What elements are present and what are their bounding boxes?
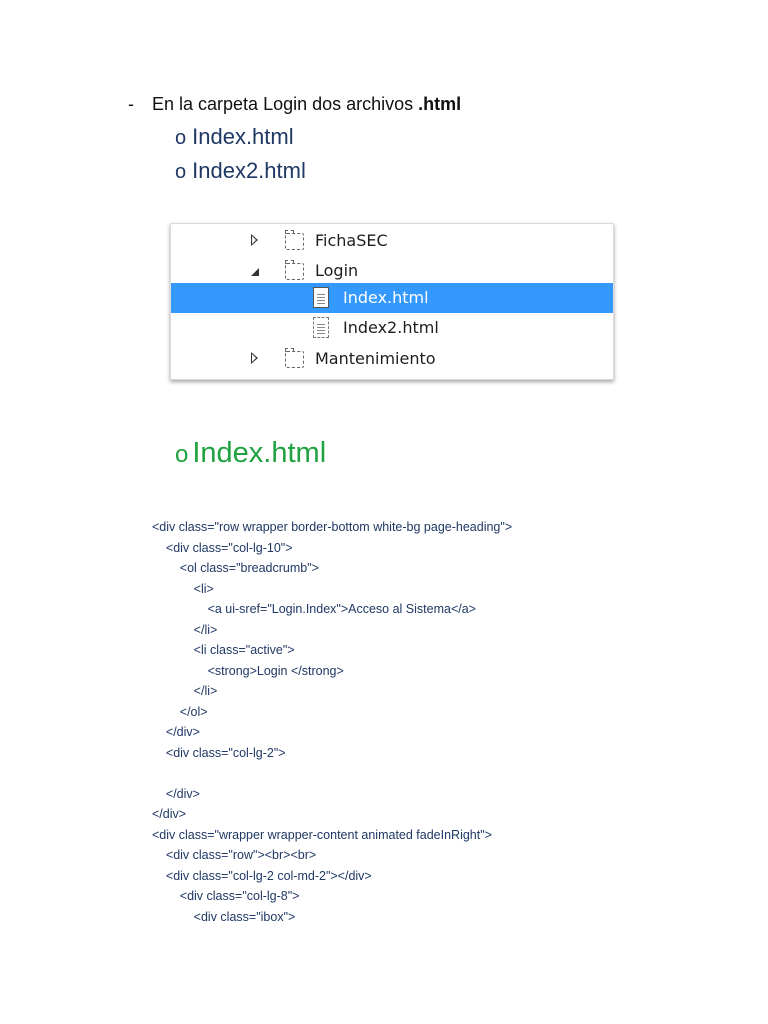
code-line: <li class="active"> — [152, 643, 295, 657]
code-line: <div class="col-lg-2 col-md-2"></div> — [152, 868, 372, 883]
sub-label: Index.html — [192, 124, 294, 149]
tree-item-label: Index2.html — [343, 318, 439, 337]
code-line: <strong>Login </strong> — [152, 663, 344, 678]
solution-explorer-tree — [170, 223, 614, 380]
intro-bold: .html — [418, 94, 462, 114]
tree-item-label: Mantenimiento — [315, 349, 436, 368]
code-line: <div class="col-lg-2"> — [152, 745, 286, 760]
section-heading — [175, 437, 326, 470]
folder-open-icon — [285, 263, 304, 280]
sub-item — [175, 124, 294, 150]
code-line: </div> — [152, 807, 187, 821]
code-line: <div class="col-lg-10"> — [152, 540, 293, 555]
collapse-arrow-icon[interactable] — [251, 268, 259, 276]
intro-bullet — [128, 94, 461, 115]
folder-icon — [285, 351, 304, 368]
code-line: <ol class="breadcrumb"> — [152, 561, 319, 575]
tree-item-index2-html[interactable] — [171, 313, 613, 343]
code-line: </li> — [152, 622, 218, 637]
tree-item-label: Index.html — [343, 288, 429, 307]
sub-label: Index2.html — [192, 158, 306, 183]
code-line: <div class="col-lg-8"> — [152, 889, 300, 903]
folder-icon — [285, 233, 304, 250]
html-file-icon — [313, 287, 329, 308]
code-line: </div> — [152, 786, 200, 801]
tree-item-fichasec[interactable] — [171, 226, 613, 256]
code-line: <li> — [152, 581, 214, 596]
code-line: </li> — [152, 684, 218, 698]
sub-marker: o — [175, 127, 187, 149]
html-file-icon — [313, 317, 329, 338]
tree-item-login[interactable] — [171, 256, 613, 286]
code-line: <div class="ibox"> — [152, 909, 296, 924]
expand-arrow-icon[interactable] — [251, 234, 258, 246]
code-line: </ol> — [152, 704, 208, 719]
tree-item-label: FichaSEC — [315, 231, 388, 250]
tree-item-label: Login — [315, 261, 359, 280]
tree-item-mantenimiento[interactable] — [171, 344, 613, 374]
code-line: <div class="row wrapper border-bottom white-bg page-heading"> — [152, 520, 513, 534]
intro-text: En la carpeta Login dos archivos — [152, 94, 419, 114]
code-listing — [152, 517, 512, 927]
sub-marker: o — [175, 161, 187, 183]
section-label: Index.html — [192, 437, 327, 469]
tree-item-index-html[interactable] — [171, 283, 613, 313]
sub-item — [175, 158, 306, 184]
code-line: </div> — [152, 725, 200, 739]
expand-arrow-icon[interactable] — [251, 352, 258, 364]
code-line: <div class="wrapper wrapper-content animated fadeInRight"> — [152, 827, 492, 842]
code-line — [152, 763, 512, 784]
section-marker: o — [175, 441, 189, 468]
bullet-dash: - — [128, 94, 134, 114]
code-line: <div class="row"><br><br> — [152, 848, 317, 862]
code-line: <a ui-sref="Login.Index">Acceso al Sistema</a> — [152, 602, 476, 616]
